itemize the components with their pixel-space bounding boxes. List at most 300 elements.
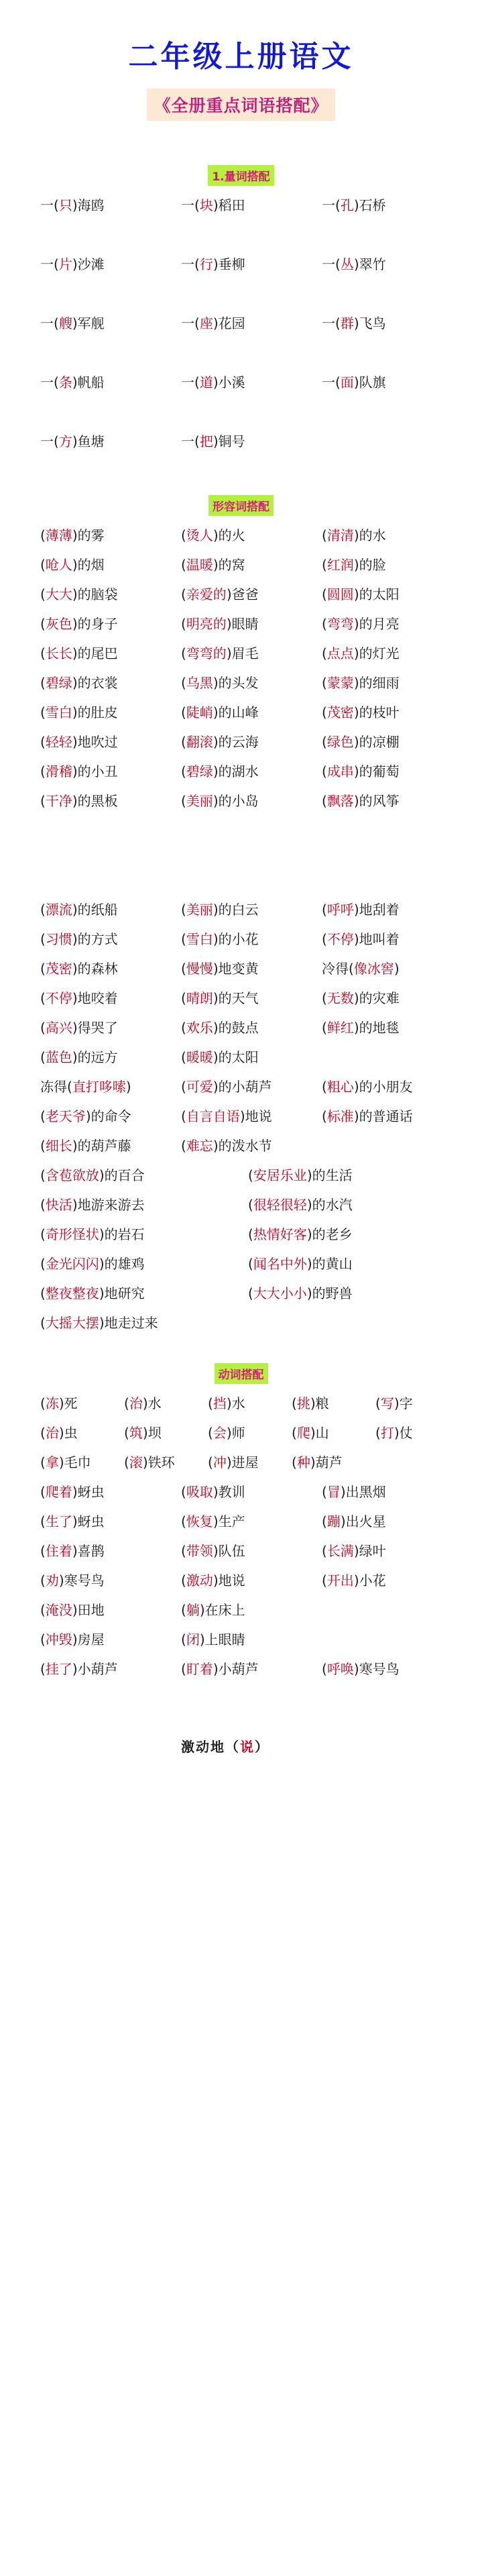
answer-word: 冲 xyxy=(213,1454,227,1470)
entry-cell xyxy=(322,1477,386,1507)
answer-word: 行 xyxy=(199,256,213,272)
prompt-text: ( xyxy=(40,931,46,947)
answer-word: 面 xyxy=(340,374,354,390)
prompt-text: )的脑袋 xyxy=(72,586,118,602)
prompt-text: ( xyxy=(181,734,186,750)
entry-cell xyxy=(181,521,245,550)
prompt-text: )蚜虫 xyxy=(72,1513,105,1529)
answer-word: 滚 xyxy=(129,1454,143,1470)
entry-cell xyxy=(181,639,259,668)
prompt-text: ( xyxy=(322,1108,327,1124)
prompt-text: ( xyxy=(40,1543,46,1559)
quantifier-grid xyxy=(40,191,442,486)
entry-cell xyxy=(40,1131,131,1161)
section-verb-header xyxy=(0,1363,482,1384)
entry-cell xyxy=(40,1308,158,1338)
prompt-text: ( xyxy=(181,675,186,691)
answer-word: 挡 xyxy=(213,1395,227,1411)
prompt-text: )鱼塘 xyxy=(72,433,105,449)
entry-cell xyxy=(322,1536,386,1566)
prompt-text: ( xyxy=(40,1572,46,1589)
answer-word: 带领 xyxy=(186,1543,213,1559)
prompt-text: )翠竹 xyxy=(353,256,386,272)
entry-row xyxy=(40,1220,442,1249)
entry-cell xyxy=(322,1654,400,1684)
prompt-text: ( xyxy=(181,931,186,947)
entry-cell xyxy=(181,1102,272,1131)
prompt-text: ( xyxy=(40,1167,46,1183)
prompt-text: )的远方 xyxy=(72,1049,118,1065)
prompt-text: )地吹过 xyxy=(72,734,118,750)
prompt-text: ( xyxy=(292,1454,297,1470)
prompt-text: )的野兽 xyxy=(306,1285,353,1301)
prompt-text: )的小花 xyxy=(213,931,259,947)
entry-row xyxy=(40,954,442,983)
prompt-text: ( xyxy=(181,961,186,977)
prompt-text: ( xyxy=(40,793,46,809)
prompt-text: ( xyxy=(40,902,46,918)
entry-cell xyxy=(322,550,386,580)
answer-word: 粗心 xyxy=(326,1079,354,1095)
prompt-text: )的小葫芦 xyxy=(213,1079,272,1095)
entry-cell xyxy=(181,1625,245,1654)
prompt-text: 一( xyxy=(40,433,59,449)
page-subtitle: 《全册重点词语搭配》 xyxy=(147,89,335,121)
answer-word: 呼唤 xyxy=(326,1661,354,1677)
prompt-text: ( xyxy=(322,675,327,691)
prompt-text: )的森林 xyxy=(72,961,118,977)
answer-word: 恢复 xyxy=(186,1513,213,1529)
answer-word: 标准 xyxy=(326,1108,354,1124)
prompt-text: ( xyxy=(208,1454,213,1470)
prompt-text: ( xyxy=(124,1395,129,1411)
prompt-text: )的百合 xyxy=(99,1167,145,1183)
entry-row xyxy=(40,1279,442,1308)
entry-row xyxy=(40,1013,442,1042)
prompt-text: ( xyxy=(40,645,46,661)
prompt-text: )飞鸟 xyxy=(353,315,386,331)
answer-word: 拿 xyxy=(45,1454,59,1470)
prompt-text: )的月亮 xyxy=(353,616,400,632)
prompt-text: ( xyxy=(322,990,327,1006)
entry-cell xyxy=(40,427,168,456)
prompt-text: )的小丑 xyxy=(72,763,118,780)
prompt-text: ( xyxy=(181,616,186,632)
answer-word: 绿色 xyxy=(326,734,354,750)
prompt-text: )爸爸 xyxy=(226,586,259,602)
prompt-text: ( xyxy=(181,763,186,780)
prompt-text: )仗 xyxy=(394,1425,413,1441)
prompt-text: )的头发 xyxy=(213,675,259,691)
prompt-text: ( xyxy=(181,902,186,918)
prompt-text: )的衣裳 xyxy=(72,675,118,691)
prompt-text: )蚜虫 xyxy=(72,1484,105,1500)
prompt-text: )的雾 xyxy=(72,527,105,543)
answer-word: 暖暖 xyxy=(186,1049,213,1065)
entry-cell xyxy=(124,1448,175,1477)
prompt-text: )生产 xyxy=(213,1513,245,1529)
prompt-text: ( xyxy=(322,763,327,780)
entry-row xyxy=(40,580,442,609)
prompt-text: )的山峰 xyxy=(213,704,259,720)
prompt-text: ( xyxy=(322,902,327,918)
prompt-text: 冻得( xyxy=(40,1079,72,1095)
prompt-text: 一( xyxy=(181,433,200,449)
answer-word: 习惯 xyxy=(45,931,72,947)
prompt-text: ( xyxy=(248,1167,253,1183)
answer-word: 碧绿 xyxy=(45,675,72,691)
answer-word: 只 xyxy=(58,197,72,213)
prompt-text: 一( xyxy=(40,256,59,272)
prompt-text: )字 xyxy=(394,1395,413,1411)
entry-cell xyxy=(322,1102,413,1131)
answer-word: 冲毁 xyxy=(45,1631,72,1648)
entry-row xyxy=(40,1507,442,1536)
adjective-pairs-grid xyxy=(40,1161,442,1338)
prompt-text: ( xyxy=(322,793,327,809)
entry-row xyxy=(40,1161,442,1190)
entry-cell xyxy=(40,1477,105,1507)
prompt-text: ( xyxy=(181,1484,186,1500)
entry-row xyxy=(40,1308,442,1338)
answer-word: 治 xyxy=(45,1425,59,1441)
answer-word: 薄薄 xyxy=(45,527,72,543)
entry-cell xyxy=(40,1190,145,1220)
entry-row xyxy=(40,191,442,250)
entry-cell xyxy=(40,521,105,550)
entry-cell xyxy=(40,1013,118,1042)
entry-cell xyxy=(181,1013,259,1042)
answer-word: 丛 xyxy=(340,256,354,272)
answer-word: 会 xyxy=(213,1425,227,1441)
prompt-text: 一( xyxy=(322,374,341,390)
entry-cell xyxy=(181,1507,245,1536)
prompt-text: )的细雨 xyxy=(353,675,400,691)
prompt-text: )教训 xyxy=(213,1484,245,1500)
entry-cell xyxy=(322,191,449,220)
prompt-text: ( xyxy=(322,616,327,632)
entry-cell xyxy=(181,1477,245,1507)
answer-word: 艘 xyxy=(58,315,72,331)
prompt-text: 一( xyxy=(322,197,341,213)
answer-word: 奇形怪状 xyxy=(45,1226,99,1242)
answer-word: 晴朗 xyxy=(186,990,213,1006)
entry-cell xyxy=(322,1507,386,1536)
entry-cell xyxy=(181,1654,259,1684)
entry-cell xyxy=(40,1536,105,1566)
prompt-text: ( xyxy=(292,1425,297,1441)
answer-word: 种 xyxy=(296,1454,310,1470)
prompt-text: )寒号鸟 xyxy=(353,1661,400,1677)
entry-row xyxy=(40,1625,442,1654)
prompt-text: ( xyxy=(40,1256,46,1272)
prompt-text: ) xyxy=(125,1079,131,1095)
entry-row xyxy=(40,368,442,427)
prompt-text: ( xyxy=(124,1425,129,1441)
prompt-text: ( xyxy=(322,1484,327,1500)
prompt-text: ( xyxy=(40,1602,46,1618)
prompt-text: 一( xyxy=(181,315,200,331)
prompt-text: ( xyxy=(40,1395,46,1411)
entry-cell xyxy=(181,250,308,279)
prompt-text: ( xyxy=(181,1020,186,1036)
answer-word: 道 xyxy=(199,374,213,390)
entry-cell xyxy=(124,1389,162,1418)
entry-cell xyxy=(292,1418,329,1448)
prompt-text: ( xyxy=(40,961,46,977)
entry-cell xyxy=(322,727,400,757)
answer-word: 滑稽 xyxy=(45,763,72,780)
prompt-text: ( xyxy=(292,1395,297,1411)
answer-word: 不停 xyxy=(45,990,72,1006)
prompt-text: )小溪 xyxy=(213,374,245,390)
prompt-text: )队伍 xyxy=(213,1543,245,1559)
entry-cell xyxy=(40,668,118,698)
prompt-text: ( xyxy=(40,1513,46,1529)
prompt-text: ( xyxy=(124,1454,129,1470)
entry-row xyxy=(40,1418,442,1448)
answer-word: 清清 xyxy=(326,527,354,543)
prompt-text: ( xyxy=(181,1513,186,1529)
prompt-text: 一( xyxy=(40,315,59,331)
prompt-text: )进屋 xyxy=(226,1454,259,1470)
prompt-text: )坝 xyxy=(142,1425,162,1441)
prompt-text: )田地 xyxy=(72,1602,105,1618)
entry-cell xyxy=(181,786,259,816)
entry-cell xyxy=(181,580,259,609)
prompt-text: )眼睛 xyxy=(226,616,259,632)
prompt-text: )的太阳 xyxy=(353,586,400,602)
entry-cell xyxy=(40,757,118,786)
answer-word: 弯弯的 xyxy=(186,645,227,661)
prompt-text: ( xyxy=(40,557,46,573)
prompt-text: )地走过来 xyxy=(99,1315,158,1331)
entry-cell xyxy=(181,368,308,397)
prompt-text: )寒号鸟 xyxy=(58,1572,105,1589)
prompt-text: )得哭了 xyxy=(72,1020,118,1036)
prompt-text: )的肚皮 xyxy=(72,704,118,720)
entry-cell xyxy=(40,191,168,220)
prompt-text: )垂柳 xyxy=(213,256,245,272)
entry-row xyxy=(40,639,442,668)
prompt-text: )死 xyxy=(58,1395,78,1411)
answer-word: 乌黑 xyxy=(186,675,213,691)
answer-word: 筑 xyxy=(129,1425,143,1441)
entry-cell xyxy=(40,609,118,639)
entry-row xyxy=(40,983,442,1013)
entry-cell xyxy=(40,786,118,816)
answer-word: 片 xyxy=(58,256,72,272)
prompt-text: )的岩石 xyxy=(99,1226,145,1242)
prompt-text: ( xyxy=(40,1020,46,1036)
entry-cell xyxy=(40,1654,118,1684)
prompt-text: )的小朋友 xyxy=(353,1079,413,1095)
entry-cell xyxy=(181,1131,272,1161)
answer-word: 陡峭 xyxy=(186,704,213,720)
entry-cell xyxy=(322,368,449,397)
entry-row xyxy=(40,609,442,639)
answer-word: 烫人 xyxy=(186,527,213,543)
entry-cell xyxy=(40,924,118,954)
footer-line: 激动地（说） xyxy=(181,1739,269,1755)
answer-word: 干净 xyxy=(45,793,72,809)
prompt-text: ( xyxy=(181,1543,186,1559)
prompt-text: )毛巾 xyxy=(58,1454,91,1470)
entry-cell xyxy=(181,727,259,757)
entry-cell xyxy=(322,250,449,279)
prompt-text: ( xyxy=(181,557,186,573)
prompt-text: ( xyxy=(181,1661,186,1677)
prompt-text: ( xyxy=(181,1049,186,1065)
prompt-text: )的水 xyxy=(353,527,386,543)
answer-word: 雪白 xyxy=(186,931,213,947)
entry-cell xyxy=(40,895,118,924)
prompt-text: ( xyxy=(181,1602,186,1618)
entry-cell xyxy=(181,668,259,698)
answer-word: 不停 xyxy=(326,931,354,947)
prompt-text: )的小岛 xyxy=(213,793,259,809)
prompt-text: 冷得( xyxy=(322,961,354,977)
answer-word: 无数 xyxy=(326,990,354,1006)
prompt-text: )的枝叶 xyxy=(353,704,400,720)
prompt-text: 一( xyxy=(40,197,59,213)
answer-word: 温暖 xyxy=(186,557,213,573)
prompt-text: ( xyxy=(40,1138,46,1154)
prompt-text: )石桥 xyxy=(353,197,386,213)
prompt-text: 一( xyxy=(181,374,200,390)
prompt-text: ( xyxy=(40,1454,46,1470)
entry-cell xyxy=(322,668,400,698)
entry-cell xyxy=(40,727,118,757)
prompt-text: )的命令 xyxy=(85,1108,131,1124)
entry-cell xyxy=(40,1418,78,1448)
entry-cell xyxy=(322,1566,386,1595)
entry-row xyxy=(40,1536,442,1566)
prompt-text: ( xyxy=(40,1226,46,1242)
entry-cell xyxy=(322,580,400,609)
prompt-text: ( xyxy=(322,645,327,661)
prompt-text: )的云海 xyxy=(213,734,259,750)
answer-word: 茂密 xyxy=(45,961,72,977)
prompt-text: )小葫芦 xyxy=(213,1661,259,1677)
answer-word: 淹没 xyxy=(45,1602,72,1618)
answer-word: 高兴 xyxy=(45,1020,72,1036)
entry-cell xyxy=(40,550,105,580)
entry-row xyxy=(40,1072,442,1102)
entry-cell xyxy=(248,1279,353,1308)
prompt-text: ( xyxy=(40,1661,46,1677)
prompt-text: 一( xyxy=(40,374,59,390)
prompt-text: )水 xyxy=(142,1395,162,1411)
prompt-text: )地说 xyxy=(239,1108,272,1124)
prompt-text: ( xyxy=(322,1079,327,1095)
prompt-text: )的灾难 xyxy=(353,990,400,1006)
prompt-text: )稻田 xyxy=(213,197,245,213)
prompt-text: )花园 xyxy=(213,315,245,331)
answer-word: 孔 xyxy=(340,197,354,213)
entry-cell xyxy=(40,580,118,609)
prompt-text: )眉毛 xyxy=(226,645,259,661)
answer-word: 轻轻 xyxy=(45,734,72,750)
section-quantifier-header xyxy=(0,165,482,186)
answer-word: 条 xyxy=(58,374,72,390)
prompt-text: ( xyxy=(40,704,46,720)
prompt-text: )师 xyxy=(226,1425,245,1441)
entry-row xyxy=(40,521,442,550)
prompt-text: )的葫芦藤 xyxy=(72,1138,131,1154)
answer-word: 躺 xyxy=(186,1602,200,1618)
section-adjective-label: 形容词搭配 xyxy=(208,495,274,516)
prompt-text: )帆船 xyxy=(72,374,105,390)
answer-word: 爬 xyxy=(296,1425,310,1441)
answer-word: 爬着 xyxy=(45,1484,72,1500)
answer-word: 慢慢 xyxy=(186,961,213,977)
entry-cell xyxy=(40,1389,78,1418)
prompt-text: )出黑烟 xyxy=(340,1484,386,1500)
answer-word: 亲爱的 xyxy=(186,586,227,602)
prompt-text: )葫芦 xyxy=(310,1454,343,1470)
entry-row xyxy=(40,1448,442,1477)
prompt-text: ( xyxy=(248,1226,253,1242)
prompt-text: ( xyxy=(322,1661,327,1677)
prompt-text: )地游来游去 xyxy=(72,1197,145,1213)
prompt-text: )铁环 xyxy=(142,1454,175,1470)
prompt-text: ( xyxy=(322,1020,327,1036)
answer-word: 金光闪闪 xyxy=(45,1256,99,1272)
prompt-text: ( xyxy=(40,1285,46,1301)
entry-row xyxy=(40,550,442,580)
prompt-text: ( xyxy=(248,1256,253,1272)
entry-cell xyxy=(208,1389,245,1418)
answer-word: 直打哆嗦 xyxy=(72,1079,126,1095)
entry-cell xyxy=(292,1448,343,1477)
answer-word: 激动 xyxy=(186,1572,213,1589)
prompt-text: ( xyxy=(181,1631,186,1648)
entry-cell xyxy=(40,1249,145,1279)
answer-word: 挑 xyxy=(296,1395,310,1411)
prompt-text: )的雄鸡 xyxy=(99,1256,145,1272)
page-title: 二年级上册语文 xyxy=(128,40,354,74)
prompt-text: )的尾巴 xyxy=(72,645,118,661)
prompt-text: ( xyxy=(322,1572,327,1589)
prompt-text: )虫 xyxy=(58,1425,78,1441)
answer-word: 茂密 xyxy=(326,704,354,720)
entry-row xyxy=(40,1389,442,1418)
answer-word: 方 xyxy=(58,433,72,449)
answer-word: 开出 xyxy=(326,1572,354,1589)
entry-cell xyxy=(322,895,400,924)
answer-word: 热情好客 xyxy=(253,1226,307,1242)
prompt-text: ( xyxy=(40,1315,46,1331)
prompt-text: ( xyxy=(322,1543,327,1559)
answer-word: 住着 xyxy=(45,1543,72,1559)
prompt-text: ( xyxy=(40,675,46,691)
entry-cell xyxy=(40,309,168,338)
prompt-text: )的生活 xyxy=(306,1167,353,1183)
answer-word: 冻 xyxy=(45,1395,59,1411)
subtitle-wrap xyxy=(0,89,482,121)
prompt-text: ( xyxy=(248,1285,253,1301)
entry-row xyxy=(40,895,442,924)
answer-word: 把 xyxy=(199,433,213,449)
prompt-text: ( xyxy=(322,704,327,720)
answer-word: 长满 xyxy=(326,1543,354,1559)
answer-word: 治 xyxy=(129,1395,143,1411)
entry-cell xyxy=(181,895,259,924)
prompt-text: ( xyxy=(40,990,46,1006)
entry-cell xyxy=(40,698,118,727)
answer-word: 挂了 xyxy=(45,1661,72,1677)
